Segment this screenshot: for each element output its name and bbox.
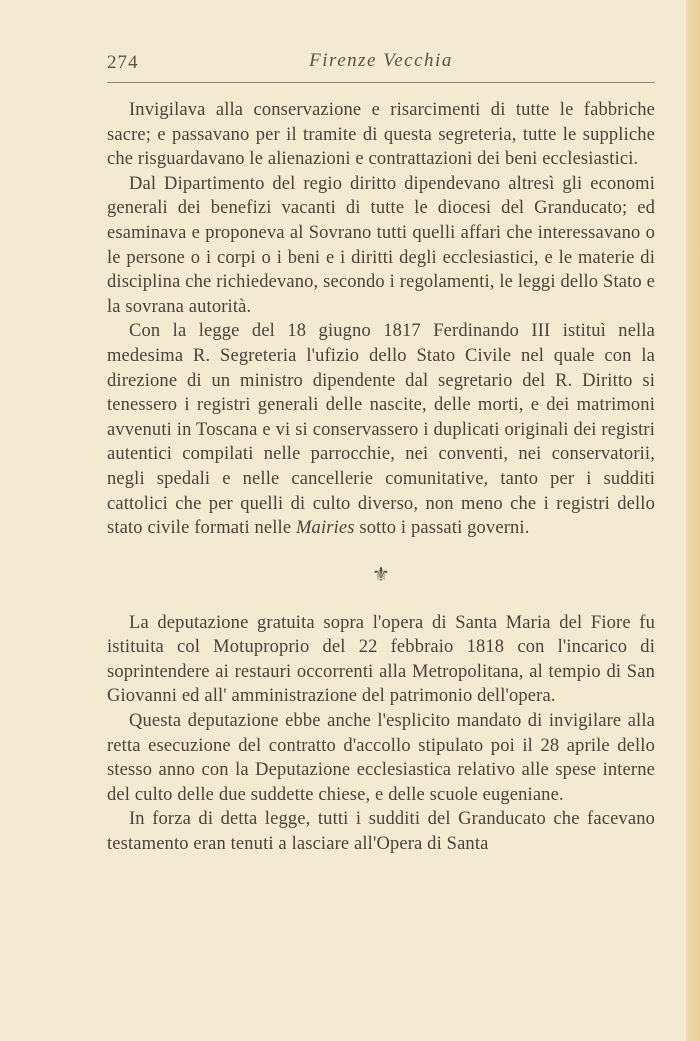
header-rule <box>107 82 655 83</box>
page-number: 274 <box>107 52 139 73</box>
paragraph <box>107 319 655 540</box>
paragraph: Questa deputazione ebbe anche l'esplicito mandato di invigilare alla retta esecuzione del contratto d'accollo stipulato poi il 28 aprile dello stesso anno con la Deputazione ecclesiastica relativo alle spese interne del culto delle due suddette chiese, e delle scuole eugeniane. <box>107 711 655 805</box>
section-separator <box>107 541 655 611</box>
paragraph: Invigilava alla conservazione e risarcimenti di tutte le fabbriche sacre; e passavano per il tramite di questa segreteria, tutte le suppliche che risguardavano le alienazioni e contrattazioni dei beni ecclesiastici. <box>107 100 655 170</box>
paragraph: In forza di detta legge, tutti i sudditi del Granducato che facevano testamento eran tenuti a lasciare all'Opera di Santa <box>107 809 655 855</box>
paragraph-text: Con la legge del 18 giugno 1817 Ferdinando III istituì nella medesima R. Segreteria l'ufizio dello Stato Civile nel quale con la direzione di un ministro dipendente dal segretario del R. Diritto si tenessero i registri generali delle nascite, delle morti, e dei matrimoni avvenuti in Toscana e vi si conservassero i duplicati originali dei registri autentici compilati nelle parrocchie, nei conventi, nei conservatorii, negli spedali e nelle cancellerie comunitative, tanto per i sudditi cattolici che per quelli di culto diverso, non meno che i registri dello stato civile formati nelle <box>107 321 655 539</box>
paragraph: Dal Dipartimento del regio diritto dipendevano altresì gli economi generali dei benefizi vacanti di tutte le diocesi del Granducato; ed esaminava e proponeva al Sovrano tutti quelli affari che interessavano o le persone o i corpi o i beni e i diritti degli ecclesiastici, e le materie di disciplina che richiedevano, secondo i regolamenti, le leggi dello Stato e la sovrana autorità. <box>107 173 655 317</box>
italic-term: Mairies <box>296 518 355 539</box>
page-header <box>107 50 655 80</box>
body-text <box>107 98 655 857</box>
running-title: Firenze Vecchia <box>309 50 453 71</box>
fleur-de-lis-icon: ⚜ <box>371 564 391 587</box>
page-edge <box>686 0 700 1041</box>
paragraph: La deputazione gratuita sopra l'opera di Santa Maria del Fiore fu istituita col Motuproprio del 22 febbraio 1818 con l'incarico di soprintendere ai restauri occorrenti alla Metropolitana, al tempio di San Giovanni ed all' amministrazione del patrimonio dell'opera. <box>107 612 655 707</box>
paragraph-text: sotto i passati governi. <box>354 518 530 539</box>
